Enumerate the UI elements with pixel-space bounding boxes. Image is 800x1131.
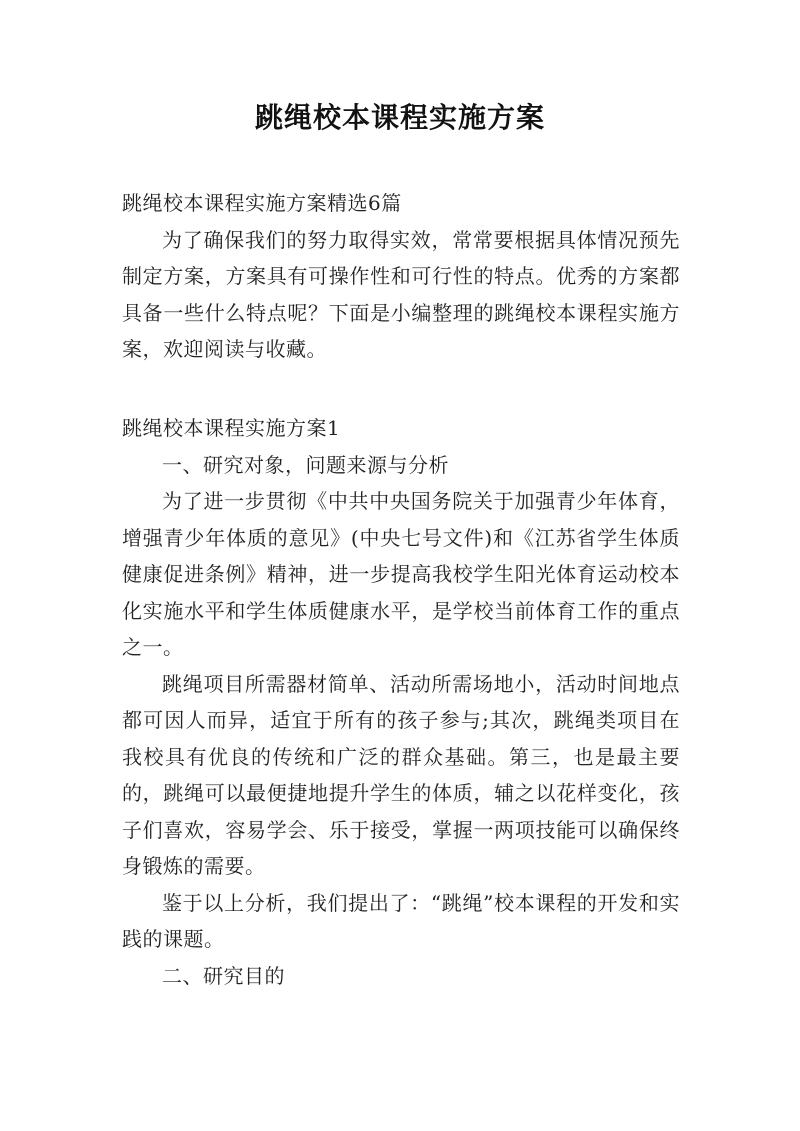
intro-paragraph: 为了确保我们的努力取得实效，常常要根据具体情况预先制定方案，方案具有可操作性和可行性的特点。优秀的方案都具备一些什么特点呢？下面是小编整理的跳绳校本课程实施方案，欢迎阅读与收藏。 [122,227,680,361]
document-body [122,185,680,994]
body-paragraph: 跳绳项目所需器材简单、活动所需场地小，活动时间地点都可因人而异，适宜于所有的孩子参与;其次，跳绳类项目在我校具有优良的传统和广泛的群众基础。第三，也是最主要的，跳绳可以最便捷地提升学生的体质，辅之以花样变化，孩子们喜欢，容易学会、乐于接受，掌握一两项技能可以确保终身锻炼的需要。 [122,671,680,878]
section-heading: 跳绳校本课程实施方案1 [122,416,341,440]
body-paragraph: 鉴于以上分析，我们提出了：“跳绳”校本课程的开发和实践的课题。 [122,890,680,951]
part-heading: 一、研究对象，问题来源与分析 [162,452,449,477]
blank-line [122,368,680,405]
part-heading: 二、研究目的 [162,963,285,988]
document-title: 跳绳校本课程实施方案 [254,101,545,134]
body-paragraph: 为了进一步贯彻《中共中央国务院关于加强青少年体育，增强青少年体质的意见》(中央七号文件)和《江苏省学生体质健康促进条例》精神，进一步提高我校学生阳光体育运动校本化实施水平和学生体质健康水平，是学校当前体育工作的重点之一。 [122,489,680,659]
document-subtitle: 跳绳校本课程实施方案精选6篇 [122,191,402,215]
